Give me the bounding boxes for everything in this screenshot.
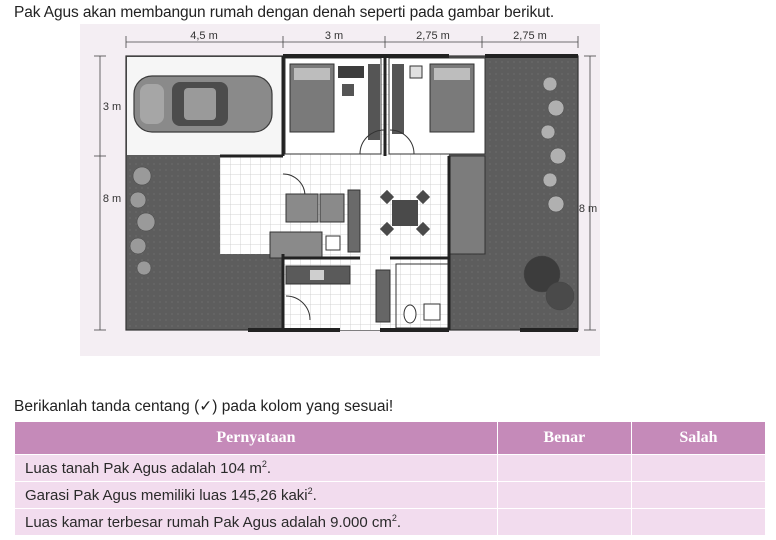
dim-top-1: 4,5 m xyxy=(190,30,218,42)
salah-checkbox-cell[interactable] xyxy=(631,482,765,509)
car xyxy=(134,76,272,132)
statement-cell: Luas tanah Pak Agus adalah 104 $m^2$. xyxy=(15,455,498,482)
instruction-text: Berikanlah tanda centang (✓) pada kolom yang sesuai! xyxy=(14,398,394,415)
dim-top-2: 3 m xyxy=(324,30,344,42)
dim-left-1: 3 m xyxy=(102,101,122,113)
benar-checkbox-cell[interactable] xyxy=(497,455,631,482)
floor-plan xyxy=(80,24,600,356)
table-row xyxy=(15,509,766,536)
benar-checkbox-cell[interactable] xyxy=(497,509,631,536)
statement-cell: Luas kamar terbesar rumah Pak Agus adalah 9.000 $cm^2$. xyxy=(15,509,498,536)
right-dimension-line xyxy=(584,56,596,330)
header-pernyataan: Pernyataan xyxy=(15,422,498,455)
kitchen xyxy=(286,266,350,284)
table-row xyxy=(15,482,766,509)
intro-text: Pak Agus akan membangun rumah dengan denah seperti pada gambar berikut. xyxy=(14,4,555,21)
dim-top-4: 2,75 m xyxy=(513,30,547,42)
side-garden xyxy=(449,156,485,254)
table-header-row xyxy=(15,422,766,455)
statement-cell: Garasi Pak Agus memiliki luas 145,26 kaki$^2$. xyxy=(15,482,498,509)
bedroom-1 xyxy=(285,58,381,154)
header-salah: Salah xyxy=(631,422,765,455)
bedroom-2 xyxy=(389,58,485,154)
floor-plan-drawing xyxy=(80,24,600,356)
dim-right: 8 m xyxy=(578,203,598,215)
header-benar: Benar xyxy=(497,422,631,455)
bathroom xyxy=(376,264,448,328)
table-row xyxy=(15,455,766,482)
statement-table xyxy=(14,421,766,536)
salah-checkbox-cell[interactable] xyxy=(631,455,765,482)
salah-checkbox-cell[interactable] xyxy=(631,509,765,536)
benar-checkbox-cell[interactable] xyxy=(497,482,631,509)
dim-left-2: 8 m xyxy=(102,193,122,205)
dim-top-3: 2,75 m xyxy=(416,30,450,42)
